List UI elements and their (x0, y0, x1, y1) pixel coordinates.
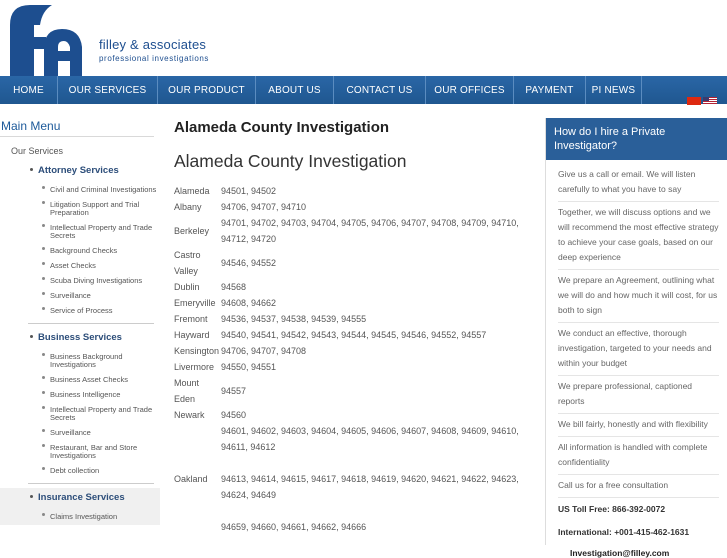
sidebar-title: Main Menu (0, 112, 154, 137)
sidebar-sub-item[interactable]: Civil and Criminal Investigations (0, 183, 160, 198)
panel-step-text: Call us for a free consultation (558, 475, 719, 498)
table-row (174, 327, 537, 343)
sidebar-category-attorney[interactable]: Attorney Services (0, 161, 160, 179)
main-nav (0, 76, 727, 104)
sidebar (0, 112, 160, 545)
company-logo[interactable] (6, 3, 86, 76)
city-name: Newark (174, 410, 205, 420)
page-subtitle: Alameda County Investigation (174, 151, 407, 171)
zip-codes: 94546, 94552 (220, 258, 277, 268)
sidebar-sub-item[interactable]: Claims Investigation (0, 510, 160, 525)
sidebar-sub-item[interactable]: Business Asset Checks (0, 373, 160, 388)
table-row (174, 359, 537, 375)
sidebar-sub-item[interactable]: Intellectual Property and Trade Secrets (0, 403, 160, 426)
sidebar-divider (28, 323, 154, 324)
brand-tagline: professional investigations (99, 54, 210, 63)
sidebar-sub-item[interactable]: Background Checks (0, 244, 160, 259)
brand-text (99, 37, 209, 63)
brand-name: filley & associates (99, 37, 207, 52)
zip-codes: 94568 (220, 282, 247, 292)
city-name: Albany (174, 202, 202, 212)
panel-step-text: Give us a call or email. We will listen carefully to what you have to say (558, 164, 719, 202)
zip-codes: 94608, 94662 (220, 298, 277, 308)
sidebar-category-business[interactable]: Business Services (0, 328, 160, 346)
sidebar-sub-item[interactable]: Intellectual Property and Trade Secrets (0, 221, 160, 244)
us-flag-icon[interactable] (703, 97, 717, 105)
nav-item-contact-us[interactable]: CONTACT US (334, 76, 426, 104)
table-row (174, 183, 537, 199)
zip-codes: 94550, 94551 (220, 362, 277, 372)
panel-step-text: We prepare professional, captioned reports (558, 376, 719, 414)
nav-item-home[interactable]: HOME (0, 76, 58, 104)
city-name: Castro Valley (174, 250, 201, 276)
table-row (174, 215, 537, 247)
sidebar-our-services-link[interactable]: Our Services (11, 146, 64, 156)
panel-step-text: We prepare an Agreement, outlining what we will do and how much it will cost, for us both to sign (558, 270, 719, 323)
sidebar-sub-item[interactable]: Business Background Investigations (0, 350, 160, 373)
sidebar-sub-item[interactable]: Service of Process (0, 304, 160, 319)
table-row (174, 311, 537, 327)
city-name: Berkeley (174, 226, 210, 236)
sidebar-sub-item[interactable]: Surveillance (0, 426, 160, 441)
city-name: Kensington (174, 346, 220, 356)
panel-step-text: Together, we will discuss options and we will recommend the most effective strategy to achieve your case goals, based on our deep experience (558, 202, 719, 270)
sidebar-category-insurance[interactable]: Insurance Services (0, 488, 160, 506)
nav-item-our-offices[interactable]: OUR OFFICES (426, 76, 514, 104)
main-content (172, 112, 537, 535)
city-name: Livermore (174, 362, 215, 372)
international-phone[interactable]: International: +001-415-462-1631 (558, 527, 690, 537)
nav-item-pi-news[interactable]: PI NEWS (586, 76, 642, 104)
sidebar-sub-item[interactable]: Scuba Diving Investigations (0, 274, 160, 289)
zip-codes: 94501, 94502 (220, 186, 277, 196)
panel-step-text: We conduct an effective, thorough investigation, targeted to your needs and within your budget (558, 323, 719, 376)
zip-codes: 94706, 94707, 94708 (220, 346, 307, 356)
nav-item-our-product[interactable]: OUR PRODUCT (158, 76, 256, 104)
language-flags (687, 97, 717, 105)
sidebar-sub-item[interactable]: Surveillance (0, 289, 160, 304)
sidebar-sub-item[interactable]: Litigation Support and Trial Preparation (0, 198, 160, 221)
zip-codes: 94540, 94541, 94542, 94543, 94544, 94545, 94546, 94552, 94557 (220, 330, 487, 340)
sidebar-divider (28, 483, 154, 484)
toll-free-phone[interactable]: US Toll Free: 866-392-0072 (558, 504, 666, 514)
contact-email-link[interactable]: Investigation@filley.com (570, 548, 670, 558)
city-name: Fremont (174, 314, 208, 324)
table-row (174, 279, 537, 295)
city-name: Alameda (174, 186, 210, 196)
table-row (174, 295, 537, 311)
city-name: Hayward (174, 330, 210, 340)
panel-step-text: All information is handled with complete confidentiality (558, 437, 719, 475)
city-name: Mount Eden (174, 378, 200, 404)
sidebar-sub-item[interactable]: Debt collection (0, 464, 160, 479)
sidebar-sub-item[interactable]: Business Intelligence (0, 388, 160, 403)
table-row (174, 423, 537, 535)
table-row (174, 375, 537, 407)
site-header (0, 0, 727, 76)
city-name: Emeryville (174, 298, 216, 308)
panel-step-text: We bill fairly, honestly and with flexibility (558, 414, 719, 437)
hire-investigator-panel (545, 118, 727, 558)
zip-codes: 94557 (220, 386, 247, 396)
sidebar-sub-item[interactable]: Restaurant, Bar and Store Investigations (0, 441, 160, 464)
nav-item-payment[interactable]: PAYMENT (514, 76, 586, 104)
zip-codes: 94701, 94702, 94703, 94704, 94705, 94706, 94707, 94708, 94709, 94710, 94712, 94720 (220, 218, 519, 244)
city-name: Dublin (174, 282, 200, 292)
table-row (174, 199, 537, 215)
sidebar-sub-item[interactable]: Asset Checks (0, 259, 160, 274)
panel-heading: How do I hire a Private Investigator? (546, 118, 727, 160)
zip-code-table (174, 183, 537, 535)
table-row (174, 247, 537, 279)
page-title: Alameda County Investigation (174, 119, 390, 136)
zip-codes: 94536, 94537, 94538, 94539, 94555 (220, 314, 367, 324)
nav-item-about-us[interactable]: ABOUT US (256, 76, 334, 104)
chinese-flag-icon[interactable] (687, 97, 701, 105)
zip-codes: 94560 (220, 410, 247, 420)
zip-codes: 94706, 94707, 94710 (220, 202, 307, 212)
zip-codes: 94601, 94602, 94603, 94604, 94605, 94606, 94607, 94608, 94609, 94610, 94611, 94612 94613, 94614, 94615, 94617, 94618, 94619, 94620, 94621, 94622, 94623, 94624, 94649 94659, 94660, 94661, 94662, 94666 (220, 426, 519, 532)
table-row (174, 407, 537, 423)
table-row (174, 343, 537, 359)
nav-item-our-services[interactable]: OUR SERVICES (58, 76, 158, 104)
city-name: Oakland (174, 474, 208, 484)
